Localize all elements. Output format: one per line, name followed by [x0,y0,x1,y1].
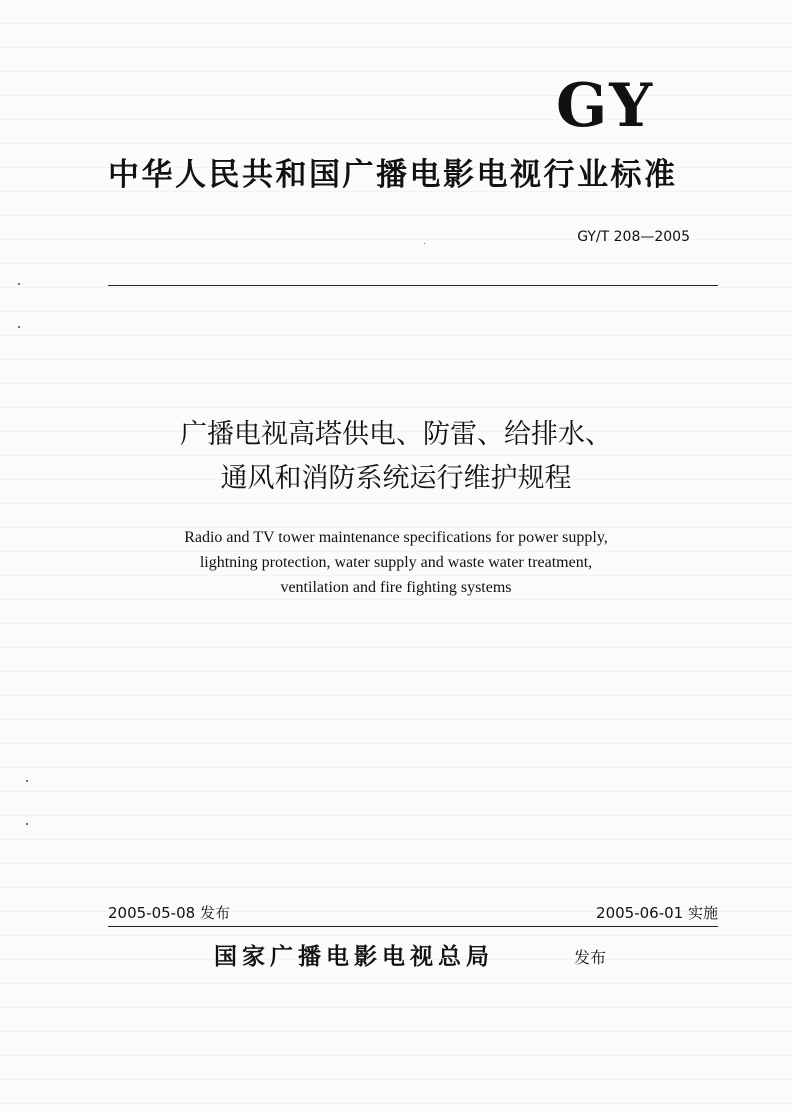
footer-divider [108,926,718,927]
english-title-line-1: Radio and TV tower maintenance specifications for power supply, [184,529,608,546]
english-title-line-3: ventilation and fire fighting systems [280,579,512,596]
scan-speck [424,243,425,244]
document-title-line-1: 广播电视高塔供电、防雷、给排水、 [180,419,612,450]
english-title-line-2: lightning protection, water supply and waste water treatment, [199,554,593,571]
standard-number: GY/T 208—2005 [577,229,690,245]
effective-date: 2005-06-01 实施 [596,904,718,922]
issue-date: 2005-05-08 发布 [108,904,230,922]
publisher-suffix: 发布 [574,948,607,967]
industry-standard-heading: 中华人民共和国广播电影电视行业标准 [108,157,678,193]
scan-speck [18,326,20,328]
gy-logo: GY [556,71,655,141]
scan-speck [26,780,28,782]
publisher-name: 国家广播电影电视总局 [214,944,494,970]
document-title-line-2: 通风和消防系统运行维护规程 [220,463,572,494]
header-divider [108,285,718,286]
scan-speck [26,823,28,825]
scan-speck [18,283,20,285]
